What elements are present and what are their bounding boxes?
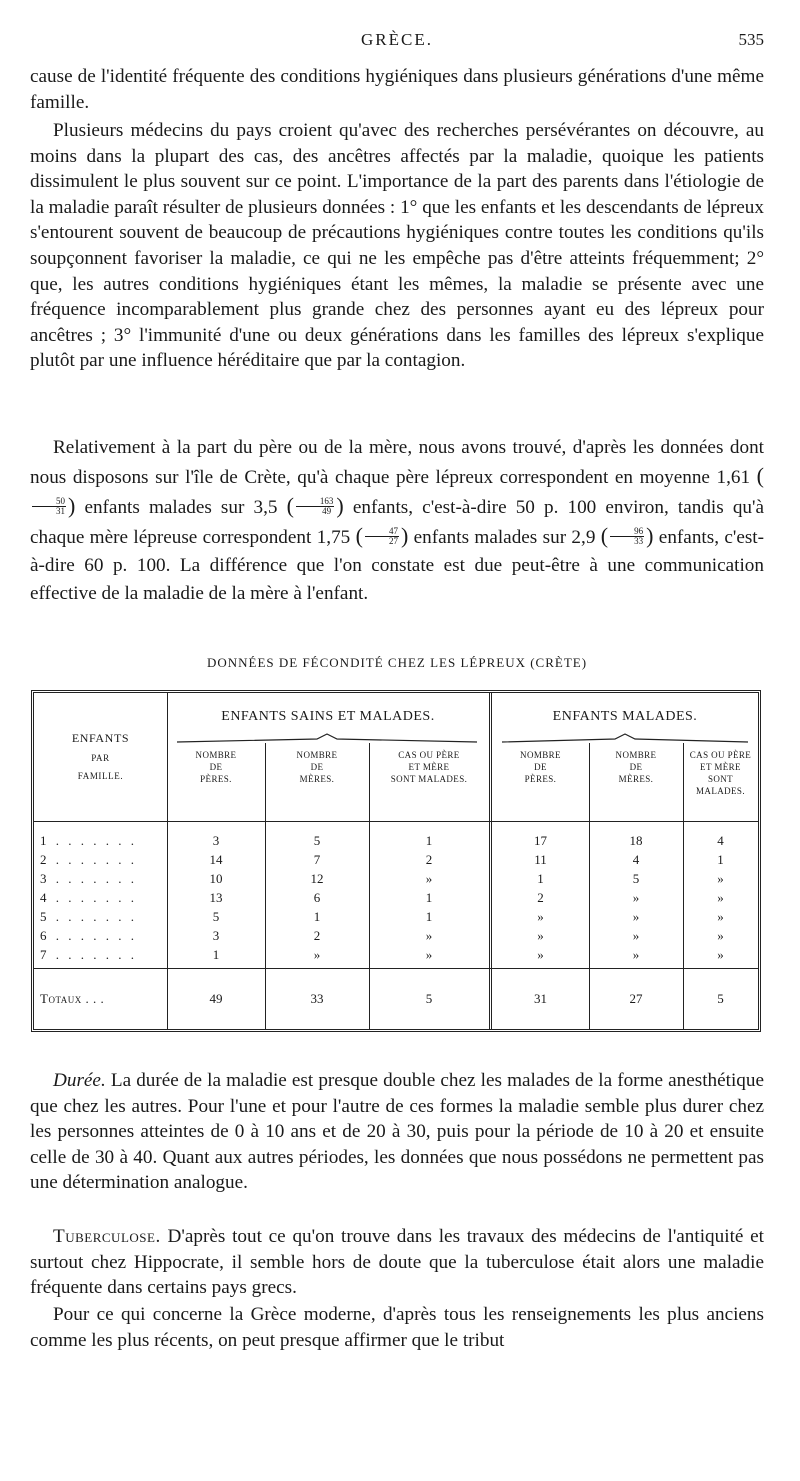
table-cell: 5 [632,871,640,886]
table-cell: » [537,947,544,962]
row-label: 5 . . . . . . . [40,909,137,924]
table-cell: 3 [212,833,220,848]
fraction-2: $\frac{163}{49}$ [296,497,335,516]
fraction-4: $\frac{96}{33}$ [610,527,644,546]
total-cell: 5 [425,991,433,1006]
subheader-meres: NOMBRE DE MÈRES. [296,750,338,784]
table-cell: » [537,928,544,943]
subheader-meres: NOMBRE DE MÈRES. [615,750,657,784]
table-cell: » [717,928,724,943]
total-cell: 49 [209,991,223,1006]
row-label: 2 . . . . . . . [40,852,137,867]
paragraph-heredity: Plusieurs médecins du pays croient qu'avec des recherches persévérantes on découvre, au moins dans la plupart des cas, des ancêtres affectés par la maladie, quoique les patients dissimulent le plus souvent sur ce point. L'importance de la part des parents dans l'étiologie de la maladie paraît résulter de plusieurs données : 1° que les enfants et les descendants de lépreux s'entourent souvent de beaucoup de précautions hygiéniques contre toutes les conditions qu'ils soupçonnent favoriser la maladie, ce qui ne les empêche pas d'être atteints fréquemment; 2° que, les autres conditions hygiéniques étant les mêmes, la maladie se présente avec une fréquence incomparablement plus grande chez des personnes ayant eu des lépreux pour ancêtres ; 3° l'immunité d'une ou deux générations dans les familles des lépreux s'explique plutôt par une influence héréditaire que par la contagion. [30,120,764,372]
table-cell: 1 [425,909,433,924]
paragraph-duree: Durée. La durée de la maladie est presque double chez les malades de la forme anesthétique que chez les autres. Pour l'une et pour l'autre de ces formes la maladie semble plus durer chez les personnes atteintes de 0 à 10 ans et de 20 à 30, puis pour la période de 10 à 20 et ensuite celle de 30 à 40. Quant aux autres périodes, les données que nous possédons ne permettent pas une détermination analogue. [30,1070,765,1194]
row-label: 4 . . . . . . . [40,890,137,905]
table-row [34,852,758,873]
table-cell: 2 [537,890,544,905]
table-cell: 18 [629,833,643,848]
table-cell: » [717,890,724,905]
page-number: 535 [738,30,764,49]
row-label: 1 . . . . . . . [40,833,137,848]
column-header-enfants: ENFANTS PAR FAMILLE. [71,731,130,781]
table-row [34,890,758,911]
table-cell: 14 [209,852,223,867]
table-cell: 6 [313,890,321,905]
table-cell: » [425,928,433,943]
table-cell: 3 [212,928,220,943]
table-cell: 4 [717,833,724,848]
table-cell: 1 [425,890,433,905]
table-cell: 1 [537,871,544,886]
tuberculose-heading: Tuberculose. [53,1226,161,1247]
table-row [34,871,758,892]
fraction-1: $\frac{50}{31}$ [32,497,66,516]
running-title: GRÈCE. [361,30,433,49]
subheader-peres: NOMBRE DE PÈRES. [520,750,561,784]
table-caption: DONNÉES DE FÉCONDITÉ CHEZ LES LÉPREUX (CRÈTE) [206,655,588,670]
table-cell: » [632,928,640,943]
paragraph-grece-moderne: Pour ce qui concerne la Grèce moderne, d'après tous les renseignements les plus anciens comme les plus récents, on peut presque affirmer que le tribut [30,1304,764,1351]
totals-row [34,991,758,1012]
fecundity-table [31,690,761,1032]
table-cell: 11 [534,852,547,867]
table-cell: » [632,890,640,905]
table-cell: 1 [313,909,321,924]
subheader-pere-et-mere: CAS OU PÈRE ET MÈRE SONT MALADES. [390,750,468,784]
group-title-sains-et-malades: ENFANTS SAINS ET MALADES. [221,709,435,724]
brace-icon [502,733,748,743]
table-cell: » [717,871,724,886]
fraction-3: $\frac{47}{27}$ [365,527,399,546]
table-row [34,947,758,968]
totals-rule [34,968,758,969]
table-cell: » [632,947,640,962]
table-cell: » [425,871,433,886]
table-cell: » [313,947,321,962]
group-title-malades: ENFANTS MALADES. [552,709,698,724]
paragraph-continuation: cause de l'identité fréquente des conditions hygiéniques dans plusieurs générations d'une même famille. [30,66,764,113]
row-label: 7 . . . . . . . [40,947,137,962]
table-cell: » [717,947,724,962]
table-row [34,833,758,854]
table-cell: 5 [212,909,220,924]
table-cell: » [537,909,544,924]
total-cell: 27 [629,991,643,1006]
subheader-peres: NOMBRE DE PÈRES. [195,750,237,784]
totals-label: Totaux . . . [40,991,105,1006]
subheader-pere-et-mere: CAS OU PÈRE ET MÈRE SONT MALADES. [689,750,752,796]
table-cell: 2 [313,928,321,943]
total-cell: 5 [717,991,724,1006]
table-cell: » [632,909,640,924]
table-cell: 1 [717,852,724,867]
table-cell: » [717,909,724,924]
table-cell: 12 [310,871,324,886]
table-cell: » [425,947,433,962]
paragraph-tuberculose: Tuberculose. D'après tout ce qu'on trouve dans les travaux des médecins de l'antiquité et surtout chez Hippocrate, il semble hors de doute que la tuberculose était alors une maladie fréquente dans certains pays grecs. [30,1226,765,1299]
table-cell: 17 [534,833,547,848]
table-cell: 13 [209,890,223,905]
table-cell: 1 [212,947,220,962]
row-label: 3 . . . . . . . [40,871,137,886]
table-row [34,909,758,930]
total-cell: 31 [534,991,547,1006]
page-header [30,30,764,54]
brace-icon [177,733,477,743]
duree-heading: Durée. [53,1070,106,1091]
table-cell: 1 [425,833,433,848]
table-cell: 10 [209,871,223,886]
table-cell: 4 [632,852,640,867]
table-cell: 7 [313,852,321,867]
table-cell: 5 [313,833,321,848]
paragraph-parents: Relativement à la part du père ou de la mère, nous avons trouvé, d'après les données dont nous disposons sur l'île de Crète, qu'à chaque père lépreux correspondent en moyenne 1,61 ( $\frac{50}{31}$ ) enfants malades sur 3,5 ( $\frac{163}{49}$ ) enfants, c'est-à-dire 50 p. 100 environ, tandis qu'à chaque mère lépreuse correspondent 1,75 ( $\frac{47}{27}$ ) enfants malades sur 2,9 ( $\frac{96}{33}$ ) enfants, c'est-à-dire 60 p. 100. La différence que l'on constate est due peut-être à une communication effective de la maladie de la mère à l'enfant. [30,437,765,604]
row-label: 6 . . . . . . . [40,928,137,943]
table-cell: 2 [425,852,433,867]
total-cell: 33 [310,991,324,1006]
header-rule [34,821,758,822]
table-row [34,928,758,949]
